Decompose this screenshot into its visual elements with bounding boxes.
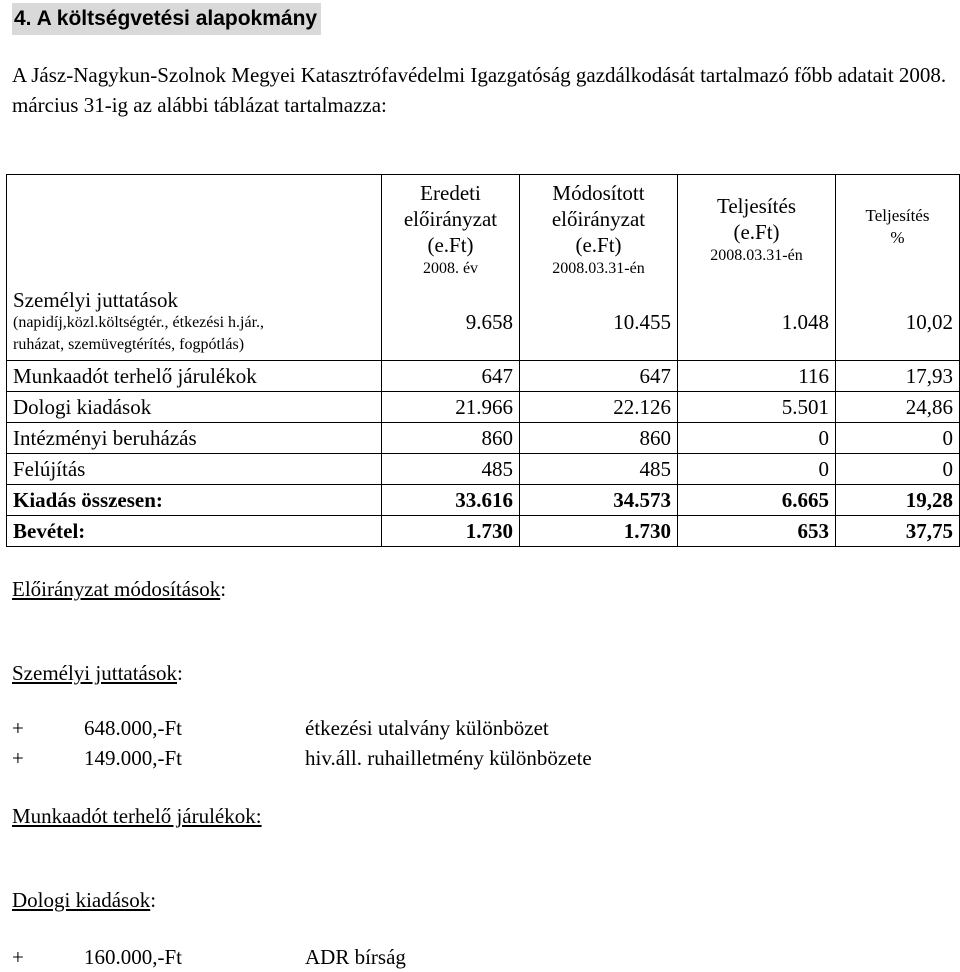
entry-sign: + — [12, 945, 24, 969]
cell-teljesites: 5.501 — [678, 392, 836, 423]
table-row-total — [7, 485, 960, 516]
entry-amount: 160.000,-Ft — [84, 945, 183, 969]
list-item — [12, 715, 912, 741]
cell-pct: 19,28 — [836, 485, 960, 516]
cell-modositott: 647 — [520, 361, 678, 392]
cell-pct: 0 — [836, 423, 960, 454]
modifications-title-text: Előirányzat módosítások — [12, 577, 221, 601]
szemelyi-title-suffix: : — [177, 661, 183, 685]
entry-desc: étkezési utalvány különbözet — [305, 716, 549, 740]
row-label: Bevétel: — [7, 516, 382, 547]
cell-teljesites: 1.048 — [678, 285, 836, 361]
header-eredeti-l4: 2008. év — [422, 259, 479, 277]
header-modositott-l2: előirányzat — [551, 206, 646, 231]
cell-eredeti: 9.658 — [382, 285, 520, 361]
modifications-title — [12, 576, 226, 602]
munkaado-title — [12, 803, 262, 829]
row-label-sub2: ruházat, szemüvegtérítés, fogpótlás) — [13, 336, 245, 354]
row-label — [7, 285, 382, 361]
dologi-title-suffix: : — [150, 888, 157, 912]
cell-teljesites: 6.665 — [678, 485, 836, 516]
cell-eredeti: 647 — [382, 361, 520, 392]
header-pct-l2: % — [890, 228, 905, 247]
cell-teljesites: 116 — [678, 361, 836, 392]
cell-eredeti: 860 — [382, 423, 520, 454]
header-teljesites-pct — [836, 175, 960, 285]
cell-eredeti: 33.616 — [382, 485, 520, 516]
table-header-row — [7, 175, 960, 285]
row-label: Dologi kiadások — [7, 392, 382, 423]
cell-teljesites: 653 — [678, 516, 836, 547]
intro-paragraph: A Jász-Nagykun-Szolnok Megyei Katasztrófavédelmi Igazgatóság gazdálkodását tartalmazó főbb adatait 2008. március 31-ig az alábbi táblázat tartalmazza: — [12, 63, 947, 117]
cell-eredeti: 21.966 — [382, 392, 520, 423]
table-row-revenue — [7, 516, 960, 547]
cell-pct: 37,75 — [836, 516, 960, 547]
entry-desc: hiv.áll. ruhailletmény különbözete — [305, 746, 592, 770]
cell-modositott: 34.573 — [520, 485, 678, 516]
cell-pct: 0 — [836, 454, 960, 485]
header-teljesites-l1: Teljesítés — [716, 194, 796, 218]
cell-modositott: 1.730 — [520, 516, 678, 547]
section-heading: 4. A költségvetési alapokmány — [12, 3, 321, 35]
cell-eredeti: 485 — [382, 454, 520, 485]
row-label: Kiadás összesen: — [7, 485, 382, 516]
entry-amount: 149.000,-Ft — [84, 746, 183, 770]
modifications-title-suffix: : — [220, 577, 227, 601]
list-item — [12, 944, 912, 970]
munkaado-title-text: Munkaadót terhelő járulékok: — [12, 804, 262, 828]
row-label-main: Személyi juttatások — [13, 288, 179, 313]
cell-teljesites: 0 — [678, 423, 836, 454]
cell-pct: 17,93 — [836, 361, 960, 392]
header-eredeti-l3: (e.Ft) — [427, 232, 474, 257]
header-teljesites-l2: (e.Ft) — [733, 220, 780, 244]
header-modositott-l3: (e.Ft) — [575, 232, 622, 257]
header-modositott-l4: 2008.03.31-én — [552, 259, 645, 277]
list-item — [12, 745, 912, 771]
entry-amount: 648.000,-Ft — [84, 716, 183, 740]
entry-desc: ADR bírság — [305, 945, 406, 969]
table-row — [7, 392, 960, 423]
row-label: Munkaadót terhelő járulékok — [7, 361, 382, 392]
header-modositott-l1: Módosított — [552, 180, 645, 205]
budget-table — [6, 174, 960, 547]
table-row — [7, 361, 960, 392]
table-row — [7, 285, 960, 361]
cell-modositott: 485 — [520, 454, 678, 485]
header-eredeti-l1: Eredeti — [420, 180, 481, 205]
header-eredeti — [382, 175, 520, 285]
header-empty-cell — [7, 175, 382, 285]
header-teljesites-l3: 2008.03.31-én — [710, 247, 803, 264]
entry-sign: + — [12, 746, 24, 770]
table-row — [7, 423, 960, 454]
cell-pct: 24,86 — [836, 392, 960, 423]
cell-modositott: 10.455 — [520, 285, 678, 361]
header-modositott — [520, 175, 678, 285]
cell-modositott: 22.126 — [520, 392, 678, 423]
header-pct-l1: Teljesítés — [865, 206, 930, 225]
header-eredeti-l2: előirányzat — [403, 206, 498, 231]
cell-eredeti: 1.730 — [382, 516, 520, 547]
entry-sign: + — [12, 716, 24, 740]
dologi-title — [12, 887, 156, 913]
cell-modositott: 860 — [520, 423, 678, 454]
cell-pct: 10,02 — [836, 285, 960, 361]
cell-teljesites: 0 — [678, 454, 836, 485]
szemelyi-title — [12, 660, 183, 686]
dologi-title-text: Dologi kiadások — [12, 888, 151, 912]
header-teljesites — [678, 175, 836, 285]
szemelyi-title-text: Személyi juttatások — [12, 661, 178, 685]
row-label: Intézményi beruházás — [7, 423, 382, 454]
table-row — [7, 454, 960, 485]
row-label: Felújítás — [7, 454, 382, 485]
row-label-sub1: (napidíj,közl.költségtér., étkezési h.jár., — [13, 314, 265, 332]
